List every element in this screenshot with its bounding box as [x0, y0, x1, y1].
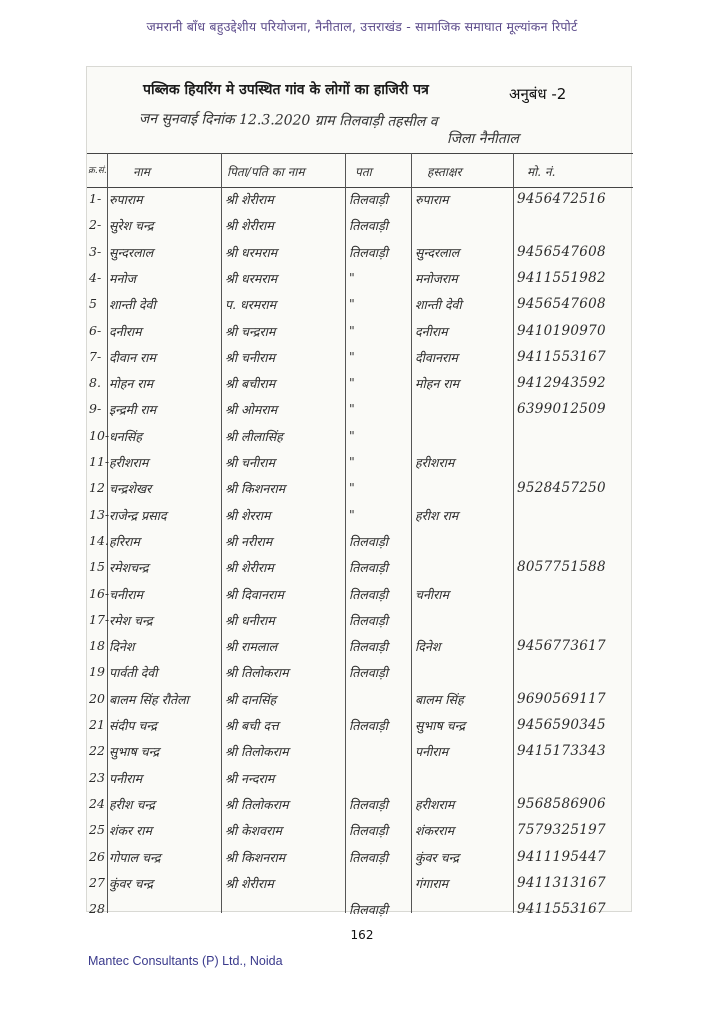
- row-address: तिलवाड़ी: [349, 902, 388, 918]
- row-name: संदीप चन्द्र: [109, 718, 157, 733]
- table-row: [87, 792, 633, 819]
- row-serial: 11-: [89, 454, 110, 469]
- row-father-name: श्री धरमराम: [225, 270, 278, 286]
- row-name: हरीश चन्द्र: [109, 796, 155, 812]
- row-name: हरीशराम: [109, 455, 149, 470]
- row-father-name: श्री धरमराम: [225, 244, 278, 260]
- row-address: तिलवाड़ी: [349, 192, 388, 207]
- row-address: ": [349, 269, 355, 285]
- table-row: [87, 608, 633, 635]
- row-mobile: 9456547608: [517, 243, 606, 260]
- col-header-father: पिता/पति का नाम: [227, 165, 305, 179]
- row-serial: 17-: [89, 611, 110, 627]
- row-father-name: श्री शेरीराम: [225, 192, 274, 207]
- row-mobile: 8057751588: [517, 559, 606, 576]
- row-serial: 9-: [89, 401, 102, 417]
- row-father-name: श्री शेरीराम: [225, 560, 274, 576]
- row-name: रुपाराम: [109, 192, 143, 207]
- row-serial: 20: [89, 690, 105, 706]
- row-signature: गंगाराम: [415, 875, 449, 891]
- row-name: हरिराम: [109, 533, 140, 549]
- row-name: रमेशचन्द्र: [109, 560, 149, 576]
- table-row: [87, 687, 633, 714]
- row-mobile: 9456590345: [517, 717, 606, 733]
- row-father-name: श्री ओमराम: [225, 402, 278, 418]
- row-address: ": [349, 427, 355, 443]
- row-father-name: श्री शेरीराम: [225, 218, 274, 234]
- row-mobile: 6399012509: [517, 401, 606, 418]
- row-signature: दीवानराम: [415, 349, 458, 365]
- row-mobile: 9411195447: [517, 848, 606, 865]
- row-name: चन्द्रशेखर: [109, 481, 152, 497]
- row-mobile: 9456472516: [517, 191, 606, 207]
- row-signature: शंकरराम: [415, 823, 455, 839]
- row-serial: 23: [89, 769, 105, 785]
- row-mobile: 9456773617: [517, 638, 606, 655]
- row-name: पनीराम: [109, 770, 143, 786]
- row-name: मोहन राम: [109, 376, 154, 392]
- row-father-name: श्री नरीराम: [225, 533, 273, 549]
- row-signature: रुपाराम: [415, 192, 449, 207]
- col-header-signature: हस्ताक्षर: [427, 165, 462, 179]
- row-father-name: श्री बची दत्त: [225, 718, 279, 733]
- row-name: सुभाष चन्द्र: [109, 744, 160, 760]
- sheet-title: पब्लिक हियरिंग मे उपस्थित गांव के लोगों का हाजिरी पत्र: [143, 82, 429, 98]
- row-father-name: श्री शेरीराम: [225, 875, 274, 891]
- row-serial: 13-: [89, 506, 110, 522]
- row-signature: हरीशराम: [415, 796, 455, 812]
- row-serial: 24: [89, 795, 105, 811]
- row-name: गोपाल चन्द्र: [109, 849, 161, 865]
- row-signature: पनीराम: [415, 744, 449, 760]
- table-row: [87, 397, 633, 424]
- row-address: ": [349, 480, 355, 496]
- row-address: तिलवाड़ी: [349, 796, 388, 812]
- table-row: [87, 240, 633, 267]
- row-serial: 10-: [89, 427, 110, 443]
- row-signature: हरीशराम: [415, 455, 455, 470]
- col-header-name: नाम: [133, 165, 150, 179]
- row-name: राजेन्द्र प्रसाद: [109, 507, 167, 523]
- row-serial: 12: [89, 480, 105, 496]
- row-mobile: 9456547608: [517, 296, 606, 313]
- col-header-mobile: मो. नं.: [527, 165, 556, 179]
- row-mobile: 9568586906: [517, 795, 606, 812]
- row-father-name: श्री दिवानराम: [225, 586, 284, 602]
- row-serial: 28: [89, 901, 105, 917]
- row-serial: 22: [89, 743, 105, 759]
- row-signature: हरीश राम: [415, 507, 459, 523]
- row-address: ": [349, 506, 355, 522]
- row-signature: बालम सिंह: [415, 691, 464, 707]
- row-father-name: श्री तिलोकराम: [225, 665, 289, 681]
- table-row: [87, 739, 633, 766]
- col-header-address: पता: [355, 165, 372, 179]
- row-father-name: श्री रामलाल: [225, 639, 278, 655]
- row-name: इन्द्रमी राम: [109, 402, 157, 418]
- row-mobile: 9412943592: [517, 375, 606, 392]
- col-header-sn: क्र.सं.: [88, 166, 107, 176]
- table-row: [87, 871, 633, 898]
- row-address: तिलवाड़ी: [349, 586, 388, 602]
- table-row: [87, 213, 633, 240]
- row-signature: शान्ती देवी: [415, 297, 462, 313]
- row-father-name: श्री चनीराम: [225, 349, 275, 365]
- row-mobile: 9528457250: [517, 480, 606, 497]
- table-row: [87, 766, 633, 793]
- table-row: [87, 634, 633, 661]
- row-father-name: श्री दानसिंह: [225, 691, 277, 707]
- row-father-name: श्री लीलासिंह: [225, 428, 283, 444]
- row-mobile: 9690569117: [517, 690, 606, 707]
- row-name: मनोज: [109, 270, 136, 286]
- row-signature: दिनेश: [415, 639, 441, 655]
- row-mobile: 9411553167: [517, 348, 606, 365]
- row-address: तिलवाड़ी: [349, 612, 388, 628]
- row-signature: सुभाष चन्द्र: [415, 718, 466, 733]
- table-row: [87, 266, 633, 293]
- row-address: तिलवाड़ी: [349, 533, 388, 549]
- row-name: पार्वती देवी: [109, 665, 158, 681]
- row-name: दनीराम: [109, 323, 142, 339]
- row-serial: 8.: [89, 375, 101, 391]
- table-row: [87, 424, 633, 451]
- row-serial: 6-: [89, 322, 102, 338]
- row-serial: 1-: [89, 191, 102, 206]
- row-address: तिलवाड़ी: [349, 823, 388, 839]
- row-serial: 15: [89, 559, 105, 575]
- row-mobile: 9411553167: [517, 901, 606, 918]
- row-mobile: 7579325197: [517, 822, 606, 839]
- page-number: 162: [350, 928, 374, 942]
- handwritten-heading: जन सुनवाई दिनांक 12.3.2020 ग्राम तिलवाड़ी तहसील व: [138, 110, 438, 131]
- handwritten-heading-2: जिला नैनीताल: [447, 131, 519, 147]
- row-signature: दनीराम: [415, 323, 448, 339]
- table-row: [87, 187, 633, 214]
- row-serial: 19: [89, 664, 105, 680]
- footer-company: Mantec Consultants (P) Ltd., Noida: [88, 954, 283, 968]
- row-name: दीवान राम: [109, 349, 156, 365]
- row-address: ": [349, 454, 355, 469]
- row-name: दिनेश: [109, 639, 135, 655]
- row-address: ": [349, 401, 355, 417]
- row-name: शान्ती देवी: [109, 297, 156, 313]
- row-father-name: श्री चनीराम: [225, 455, 275, 470]
- row-signature: मनोजराम: [415, 270, 458, 286]
- table-row: [87, 713, 633, 740]
- table-row: [87, 371, 633, 398]
- row-father-name: श्री बचीराम: [225, 376, 276, 392]
- row-father-name: श्री तिलोकराम: [225, 744, 289, 760]
- row-serial: 18: [89, 638, 105, 654]
- running-header: जमरानी बाँध बहुउद्देशीय परियोजना, नैनीताल, उत्तराखंड - सामाजिक समाघात मूल्यांकन रिपोर्ट: [146, 19, 578, 34]
- row-serial: 2-: [89, 217, 102, 233]
- row-mobile: 9415173343: [517, 743, 606, 760]
- row-father-name: श्री किशनराम: [225, 849, 286, 865]
- row-mobile: 9410190970: [517, 322, 606, 339]
- row-name: सुन्दरलाल: [109, 244, 154, 260]
- row-serial: 5: [89, 296, 97, 312]
- table-row: [87, 345, 633, 372]
- table-row: [87, 476, 633, 503]
- row-address: तिलवाड़ी: [349, 718, 388, 733]
- row-mobile: 9411551982: [517, 269, 606, 286]
- row-mobile: 9411313167: [517, 874, 606, 891]
- row-name: कुंवर चन्द्र: [109, 875, 154, 891]
- table-row: [87, 450, 633, 477]
- row-address: तिलवाड़ी: [349, 218, 388, 234]
- row-father-name: श्री किशनराम: [225, 481, 286, 497]
- annex-label: अनुबंध -2: [509, 85, 567, 103]
- table-row: [87, 319, 633, 346]
- row-serial: 21: [89, 717, 105, 732]
- row-serial: 26: [89, 848, 105, 864]
- table-row: [87, 292, 633, 319]
- row-address: तिलवाड़ी: [349, 560, 388, 576]
- table-row: [87, 503, 633, 530]
- row-signature: मोहन राम: [415, 376, 460, 392]
- row-address: तिलवाड़ी: [349, 244, 388, 260]
- table-row: [87, 582, 633, 609]
- row-address: तिलवाड़ी: [349, 665, 388, 681]
- row-name: चनीराम: [109, 586, 143, 602]
- table-row: [87, 555, 633, 582]
- row-address: तिलवाड़ी: [349, 639, 388, 655]
- row-serial: 7-: [89, 348, 102, 364]
- row-signature: कुंवर चन्द्र: [415, 849, 460, 865]
- table-row: [87, 818, 633, 845]
- row-address: ": [349, 348, 355, 364]
- row-serial: 25: [89, 822, 105, 838]
- table-row: [87, 529, 633, 556]
- table-row: [87, 845, 633, 872]
- row-father-name: श्री केशवराम: [225, 823, 282, 839]
- row-serial: 4-: [89, 269, 102, 285]
- row-serial: 27: [89, 874, 105, 890]
- rule-line: [87, 153, 633, 154]
- row-serial: 16-: [89, 585, 110, 601]
- row-name: सुरेश चन्द्र: [109, 218, 154, 234]
- row-father-name: प. धरमराम: [225, 297, 277, 313]
- row-address: ": [349, 322, 355, 338]
- row-father-name: श्री नन्दराम: [225, 770, 275, 786]
- row-name: धनसिंह: [109, 428, 142, 444]
- scanned-attendance-sheet: [86, 66, 632, 918]
- row-signature: चनीराम: [415, 586, 449, 602]
- row-serial: 14.: [89, 532, 109, 548]
- row-father-name: श्री धनीराम: [225, 612, 275, 628]
- row-name: शंकर राम: [109, 823, 153, 839]
- row-address: ": [349, 375, 355, 391]
- table-row: [87, 660, 633, 687]
- row-father-name: श्री शेरराम: [225, 507, 271, 523]
- row-father-name: श्री चन्द्रराम: [225, 323, 276, 339]
- row-address: तिलवाड़ी: [349, 849, 388, 865]
- row-address: ": [349, 296, 355, 312]
- row-name: रमेश चन्द्र: [109, 612, 153, 628]
- row-father-name: श्री तिलोकराम: [225, 796, 289, 812]
- row-serial: 3-: [89, 243, 102, 259]
- row-name: बालम सिंह रौतेला: [109, 691, 189, 707]
- row-signature: सुन्दरलाल: [415, 244, 460, 260]
- table-row: [87, 897, 633, 924]
